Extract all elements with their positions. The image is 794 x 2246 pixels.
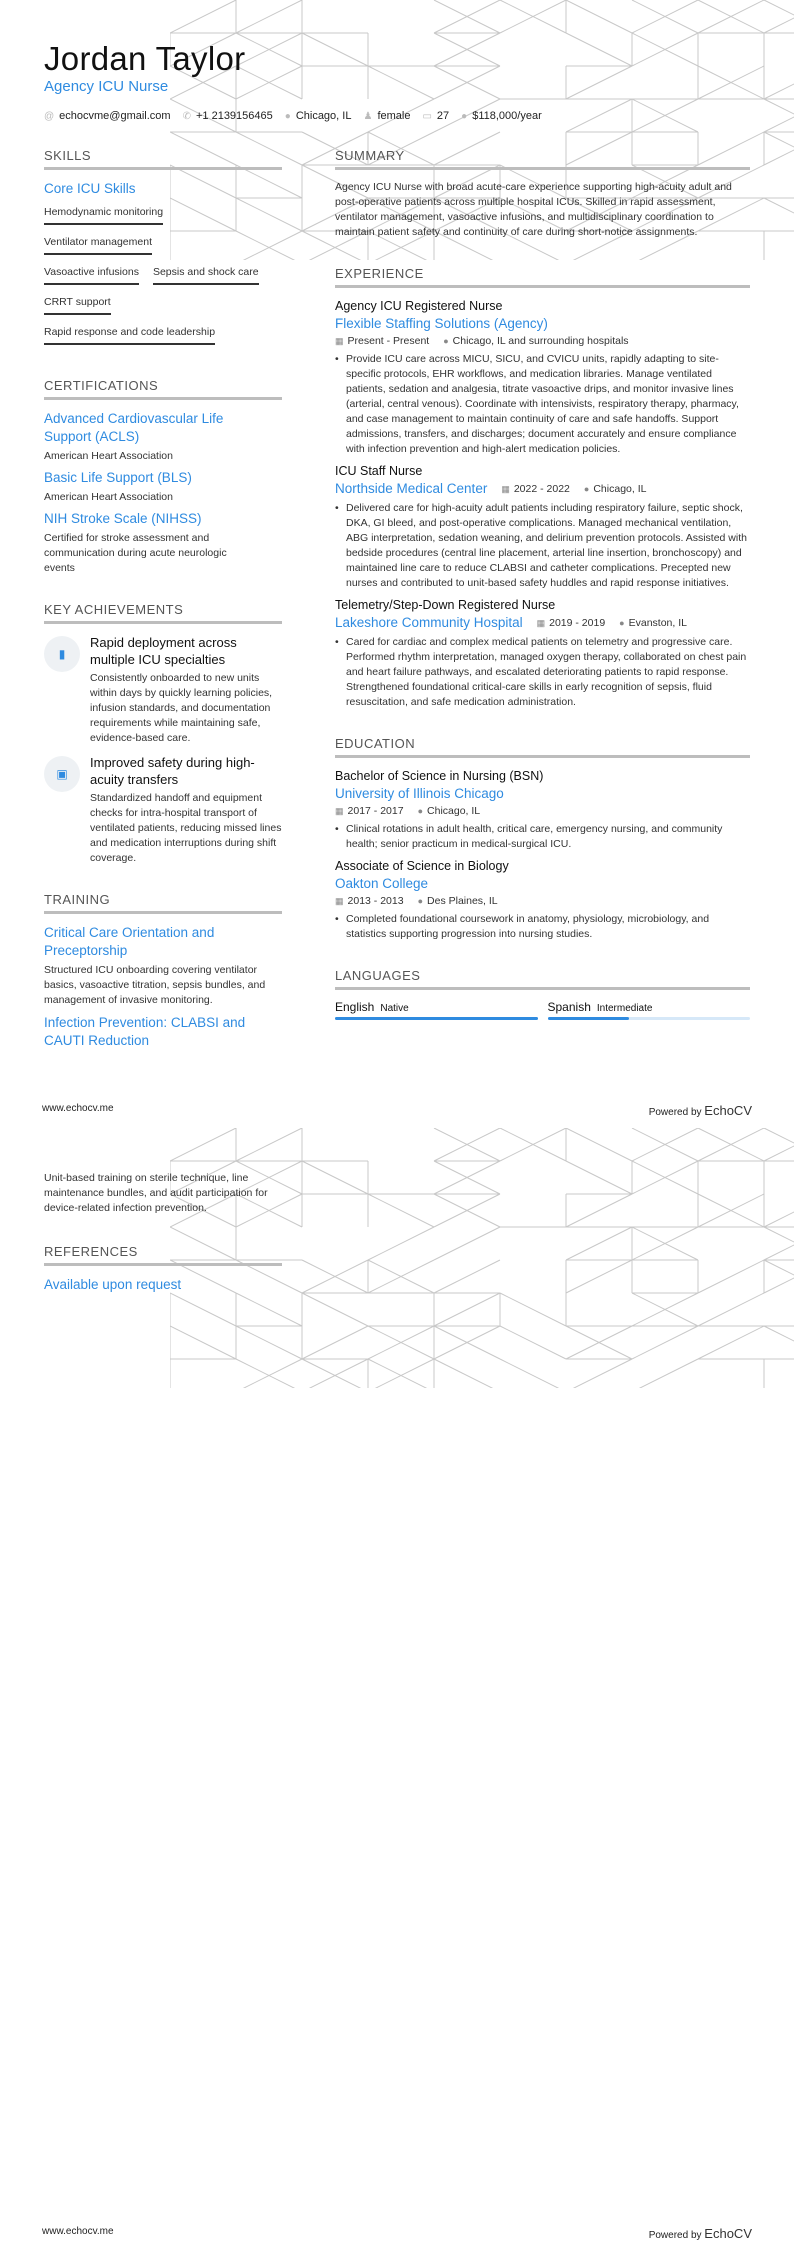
experience-heading: EXPERIENCE xyxy=(335,266,750,288)
location-icon: ● xyxy=(417,806,424,816)
pattern-line xyxy=(434,1359,500,1388)
pattern-line xyxy=(632,1326,698,1359)
phone-text: +1 2139156465 xyxy=(195,110,273,122)
pattern-line xyxy=(302,33,368,66)
pattern-line xyxy=(566,1128,632,1161)
pattern-line xyxy=(764,1227,794,1260)
job-dates: 2019 - 2019 xyxy=(549,617,606,629)
location-text: Chicago, IL xyxy=(295,110,352,122)
calendar-icon: ▭ xyxy=(422,111,432,122)
pattern-line xyxy=(302,1293,368,1326)
brand-logo: EchoCV xyxy=(704,2226,752,2241)
language-level: Native xyxy=(380,1003,409,1014)
language-item xyxy=(335,1000,538,1020)
phone-icon: ✆ xyxy=(182,111,191,122)
candidate-title: Agency ICU Nurse xyxy=(44,78,169,95)
job-bullet: • Delivered care for high-acuity adult patients including respiratory failure, septic shock, DKA, GI bleed, and post-operative complications. Managed mechanical ventilation, ABG interpretation, sedation weaning, and delirium prevention protocols. Assisted with bedside procedures (central line placement, arterial line insertion, bronchoscopy) and maintained line care to reduce CLABSI and catheter complications. Precepted new nurses and contributed to unit-based safety huddles and rapid response initiatives. xyxy=(335,501,750,591)
contact-location xyxy=(285,110,352,122)
pattern-line xyxy=(170,1293,236,1326)
language-item xyxy=(548,1000,751,1020)
right-column xyxy=(335,148,750,1046)
summary-text: Agency ICU Nurse with broad acute-care experience supporting high-acuity adult and post-operative patients across multiple hospital ICUs. Skilled in rapid assessment, ventilator management, vasoactive infusions, and multidisciplinary coordination to maintain patient safety and continuity of care during short-notice assignments. xyxy=(335,181,732,238)
pattern-line xyxy=(764,1326,794,1359)
job-location: Evanston, IL xyxy=(628,617,687,629)
pattern-line xyxy=(170,1128,236,1161)
experience-item xyxy=(335,597,750,710)
achievements-section xyxy=(44,602,282,866)
pattern-line xyxy=(566,0,632,33)
calendar-icon: ▦ xyxy=(501,484,510,494)
pattern-line xyxy=(764,1128,794,1161)
cert-issuer: American Heart Association xyxy=(44,450,173,462)
achievement-text: Standardized handoff and equipment checks for intra-hospital transport of ventilated patients, reducing missed lines and medication interruptions during shift coverage. xyxy=(90,792,282,864)
training-name: Infection Prevention: CLABSI and CAUTI Reduction xyxy=(44,1015,246,1048)
location-icon: ● xyxy=(443,336,449,346)
pattern-line xyxy=(698,1326,764,1359)
language-bar xyxy=(335,1017,538,1020)
pattern-line xyxy=(566,1194,632,1227)
job-title: Agency ICU Registered Nurse xyxy=(335,299,503,313)
job-dates: 2022 - 2022 xyxy=(513,483,570,495)
pattern-line xyxy=(236,1359,302,1388)
footer-website[interactable]: www.echocv.me xyxy=(42,2226,114,2237)
achievement-title: Improved safety during high-acuity transfers xyxy=(90,755,255,787)
page-2 xyxy=(0,1123,794,2246)
pattern-line xyxy=(764,99,794,132)
skill-item: Sepsis and shock care xyxy=(153,266,259,285)
contact-bar xyxy=(44,110,542,122)
pattern-line xyxy=(566,1161,632,1194)
job-location: Chicago, IL xyxy=(593,483,647,495)
edu-dates: 2013 - 2013 xyxy=(347,895,404,907)
certifications-heading: CERTIFICATIONS xyxy=(44,378,282,400)
training-text: Unit-based training on sterile technique, line maintenance bundles, and audit participation for device-related infection prevention. xyxy=(44,1172,268,1214)
job-bullet: • Cared for cardiac and complex medical patients on telemetry and progressive care. Performed rhythm interpretation, managed oxygen therapy, collaborated on chest pain and heart failure pathways, and escalated deteriorating patients to rapid response. Strengthened foundational critical-care skills in early recognition of sepsis, fluid resuscitation, and safe medication administration. xyxy=(335,635,750,710)
achievement-title: Rapid deployment across multiple ICU specialties xyxy=(90,635,237,667)
language-bar xyxy=(548,1017,751,1020)
at-icon: @ xyxy=(44,111,55,122)
pattern-line xyxy=(500,1293,566,1326)
pattern-line xyxy=(434,1260,500,1293)
edu-location: Des Plaines, IL xyxy=(427,895,498,907)
calendar-icon: ▦ xyxy=(536,618,546,628)
training-section xyxy=(44,892,282,1050)
company-name: Northside Medical Center xyxy=(335,481,488,496)
pattern-line xyxy=(236,1359,302,1388)
gender-text: female xyxy=(377,110,411,122)
footer-powered[interactable] xyxy=(649,1103,752,1118)
pattern-line xyxy=(764,198,794,231)
footer-powered[interactable] xyxy=(649,2226,752,2241)
pattern-line xyxy=(566,1227,632,1260)
pattern-line xyxy=(302,1326,368,1359)
edu-dates: 2017 - 2017 xyxy=(347,805,404,817)
pattern-line xyxy=(434,1227,500,1260)
contact-gender xyxy=(363,110,410,122)
pattern-line xyxy=(500,1359,566,1388)
contact-age xyxy=(422,110,449,122)
powered-by-text: Powered by xyxy=(648,1107,702,1118)
pattern-line xyxy=(368,66,434,99)
pattern-line xyxy=(236,1128,302,1161)
left-column xyxy=(44,148,282,1076)
pattern-line xyxy=(170,1326,236,1359)
language-bar-fill xyxy=(335,1017,538,1020)
pattern-line xyxy=(764,99,794,132)
skill-item: CRRT support xyxy=(44,296,111,315)
school-name: University of Illinois Chicago xyxy=(335,786,504,801)
cert-name: NIH Stroke Scale (NIHSS) xyxy=(44,511,202,526)
pattern-line xyxy=(764,132,794,165)
summary-heading: SUMMARY xyxy=(335,148,750,170)
experience-section xyxy=(335,266,750,710)
job-title: Telemetry/Step-Down Registered Nurse xyxy=(335,598,556,612)
language-bar-fill xyxy=(548,1017,629,1020)
contact-phone[interactable] xyxy=(183,110,273,122)
cert-detail: Certified for stroke assessment and communication during acute neurologic events xyxy=(44,532,227,574)
edu-bullet: • Completed foundational coursework in anatomy, physiology, microbiology, and statistics supporting progression into nursing studies. xyxy=(335,912,750,942)
degree: Associate of Science in Biology xyxy=(335,859,509,873)
contact-email[interactable] xyxy=(44,110,171,122)
pattern-line xyxy=(236,1293,302,1326)
language-name: English xyxy=(335,1000,375,1014)
experience-item xyxy=(335,463,750,591)
cert-name: Basic Life Support (BLS) xyxy=(44,470,192,485)
calendar-icon: ▦ xyxy=(335,336,344,346)
job-location: Chicago, IL and surrounding hospitals xyxy=(452,335,629,347)
achievements-heading: KEY ACHIEVEMENTS xyxy=(44,602,282,624)
pattern-line xyxy=(764,1260,794,1293)
achievement-item xyxy=(44,754,282,866)
pattern-line xyxy=(764,1227,794,1260)
job-title: ICU Staff Nurse xyxy=(335,464,423,478)
pattern-line xyxy=(368,1194,434,1227)
training-heading: TRAINING xyxy=(44,892,282,914)
pattern-line xyxy=(236,1326,302,1359)
pattern-line xyxy=(170,0,236,33)
training-text: Structured ICU onboarding covering ventilator basics, vasoactive titration, sepsis bundles, and management of invasive monitoring. xyxy=(44,964,266,1006)
education-item xyxy=(335,768,750,852)
email-text: echocvme@gmail.com xyxy=(59,110,171,122)
age-text: 27 xyxy=(436,110,450,122)
certifications-section xyxy=(44,378,282,576)
pattern-line xyxy=(698,1293,764,1326)
job-dates: Present - Present xyxy=(347,335,430,347)
skills-section xyxy=(44,148,282,352)
pattern-line xyxy=(236,0,302,33)
money-icon: ● xyxy=(461,111,468,122)
bin-icon: ▣ xyxy=(44,756,80,792)
pattern-line xyxy=(632,1359,698,1388)
location-icon: ● xyxy=(619,618,625,628)
brand-logo: EchoCV xyxy=(704,1103,752,1118)
pattern-line xyxy=(764,0,794,33)
powered-by-text: Powered by xyxy=(648,2230,702,2241)
person-icon: ♟ xyxy=(363,111,373,122)
skill-item: Rapid response and code leadership xyxy=(44,326,215,345)
languages-heading: LANGUAGES xyxy=(335,968,750,990)
references-heading: REFERENCES xyxy=(44,1244,282,1266)
job-bullet: • Provide ICU care across MICU, SICU, and CVICU units, rapidly adapting to site-specific protocols, EHR workflows, and medication libraries. Manage ventilated patients, sedation and analgesia, titrate vasoactive drips, and monitor invasive lines (arterial, central venous). Coordinate with intensivists, respiratory therapy, pharmacy, and case management to maintain continuity of care and safe handoffs. Support admissions, transfers, and discharges; document accurately and ensure compliance with infection prevention and high-alert medication policies. xyxy=(335,352,750,457)
language-level: Intermediate xyxy=(596,1003,653,1014)
pattern-line xyxy=(566,66,632,99)
pattern-line xyxy=(434,1293,500,1326)
pattern-line xyxy=(302,1359,368,1388)
salary-text: $118,000/year xyxy=(472,110,542,122)
location-icon: ● xyxy=(583,484,590,494)
language-name: Spanish xyxy=(547,1000,591,1014)
pattern-line xyxy=(566,33,632,66)
pattern-line xyxy=(566,1359,632,1388)
pattern-line xyxy=(500,1326,566,1359)
education-heading: EDUCATION xyxy=(335,736,750,758)
pattern-line xyxy=(368,1227,434,1260)
achievement-text: Consistently onboarded to new units within days by quickly learning policies, infusion standards, and documentation requirements while maintaining safe, evidence-based care. xyxy=(90,672,273,744)
skill-item: Vasoactive infusions xyxy=(44,266,139,285)
left-column-continued xyxy=(44,1171,282,1294)
skill-item: Hemodynamic monitoring xyxy=(44,206,163,225)
pattern-line xyxy=(764,1260,794,1293)
education-item xyxy=(335,858,750,942)
degree: Bachelor of Science in Nursing (BSN) xyxy=(335,769,544,783)
edu-location: Chicago, IL xyxy=(427,805,481,817)
calendar-icon: ▦ xyxy=(335,896,344,906)
location-icon: ● xyxy=(417,896,424,906)
pattern-line xyxy=(764,1194,794,1227)
contact-salary xyxy=(461,110,542,122)
skills-heading: SKILLS xyxy=(44,148,282,170)
footer-website[interactable]: www.echocv.me xyxy=(42,1103,114,1114)
company-name: Flexible Staffing Solutions (Agency) xyxy=(335,316,548,331)
pattern-line xyxy=(302,1161,368,1194)
education-section xyxy=(335,736,750,942)
candidate-name: Jordan Taylor xyxy=(44,40,246,77)
pattern-line xyxy=(368,1359,434,1388)
pattern-line xyxy=(566,99,632,132)
experience-item xyxy=(335,298,750,457)
pattern-line xyxy=(764,1128,794,1161)
achievement-item xyxy=(44,634,282,746)
company-name: Lakeshore Community Hospital xyxy=(335,615,523,630)
skill-item: Ventilator management xyxy=(44,236,152,255)
cert-name: Advanced Cardiovascular Life Support (ACLS) xyxy=(44,411,224,444)
cert-issuer: American Heart Association xyxy=(44,491,173,503)
school-name: Oakton College xyxy=(335,876,429,891)
references-text: Available upon request xyxy=(44,1277,182,1292)
pattern-line xyxy=(302,1359,368,1388)
pattern-line xyxy=(764,0,794,33)
skills-group-title: Core ICU Skills xyxy=(44,181,136,196)
pattern-line xyxy=(764,132,794,165)
training-name: Critical Care Orientation and Preceptorship xyxy=(44,925,215,958)
calendar-icon: ▦ xyxy=(335,806,344,816)
pattern-line xyxy=(764,66,794,99)
summary-section xyxy=(335,148,750,240)
pattern-line xyxy=(368,1359,434,1388)
pattern-line xyxy=(698,1260,764,1293)
edu-bullet: • Clinical rotations in adult health, critical care, emergency nursing, and community health; senior practicum in medical-surgical ICU. xyxy=(335,822,750,852)
location-icon: ● xyxy=(284,111,291,122)
languages-section xyxy=(335,968,750,1020)
book-icon: ▮ xyxy=(44,636,80,672)
pattern-line xyxy=(566,1260,632,1293)
